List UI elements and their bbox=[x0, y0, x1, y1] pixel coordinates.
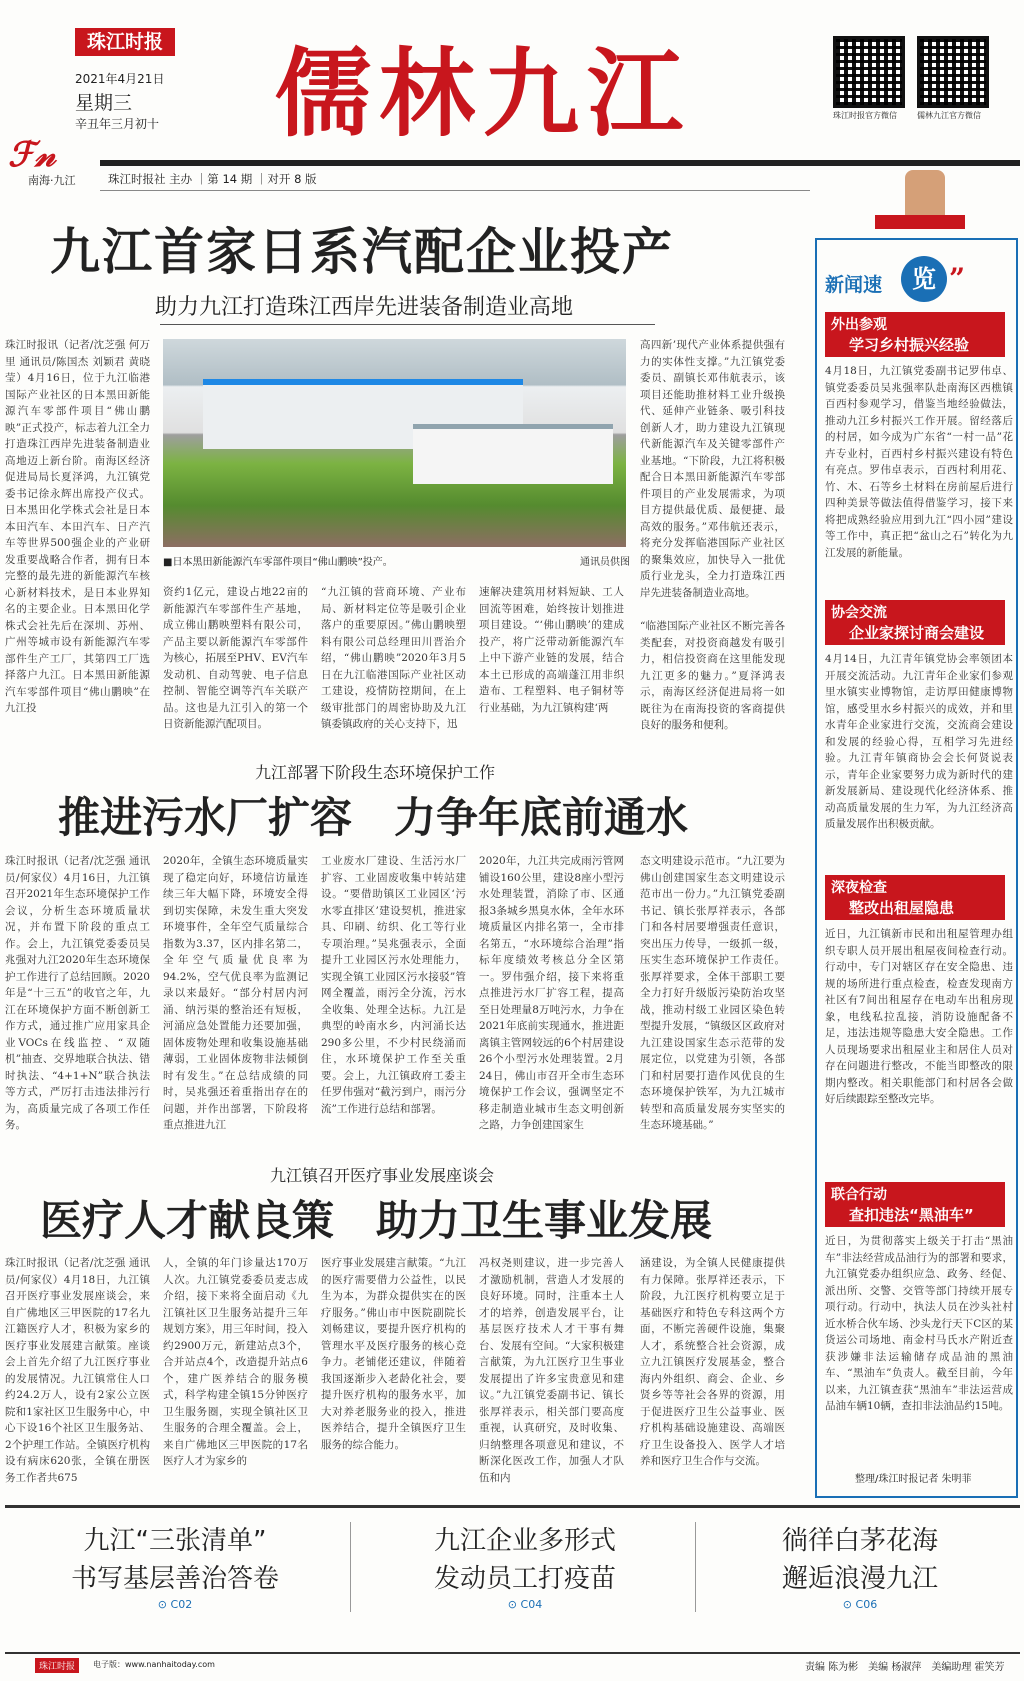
sidebar-item-1-header bbox=[825, 312, 1005, 357]
article1-col2: 资约1亿元，建设占地22亩的新能源汽车零部件生产基地，成立佛山鹏映塑料有限公司，产品主要以新能源汽车零部件为核心，拓展至PHV、EV汽车发动机、自动驾驶、电子信息控制、智能空调等汽车关联产品。这也是九江引入的第一个日资新能源汽配项目。 bbox=[163, 586, 308, 730]
sidebar bbox=[815, 170, 1020, 1495]
footer-logo: 珠江时报 bbox=[35, 1658, 79, 1673]
footer bbox=[5, 1652, 1020, 1674]
article1-col5: 高四新’现代产业体系提供强有力的实体性支撑。”九江镇党委委员、副镇长邓伟航表示，该项目还能助推材料工业升级换代、延伸产业链条、吸引科技创新人才，助力建设九江镇现代新能源汽车及关键零部件产业基地。“下阶段，九江将积极配合日本黑田新能源汽车零部件项目的产业发展需求，为项目方提供最优质、最便捷、最高效的服务。”邓伟航还表示，将充分发挥临港国际产业社区的聚集效应，加快导入一批优质行业龙头，全力打造珠江西岸先进装备制造业高地。 bbox=[640, 339, 785, 599]
sidebar-item-3-text: 近日，九江镇新市民和出租屋管理办组织专职人员开展出租屋夜间检查行动。行动中，专门对辖区存在安全隐患、违规的场所进行重点检查，检查发现南方社区有7间出租屋存在电动车出租房现象，电线私拉乱接，消防设施配备不足，违法违规等隐患大安全隐患。工作人员现场要求出租屋业主和居住人员对存在问题进行整改，不能当即整改的限期内整改。相关职能部门和村居各会做好后续跟踪至整改完毕。 bbox=[825, 928, 1013, 1105]
sidebar-header-prefix: 新闻速 bbox=[825, 274, 883, 296]
sidebar-header bbox=[825, 252, 1015, 312]
teaser-1[interactable] bbox=[10, 1522, 340, 1617]
factory-building-2 bbox=[413, 424, 613, 484]
teaser-2-line2: 发动员工打疫苗 bbox=[433, 1564, 616, 1594]
sidebar-credit: 整理/珠江时报记者 朱明菲 bbox=[855, 1474, 972, 1485]
masthead-rule bbox=[100, 160, 1020, 166]
sidebar-item-1 bbox=[825, 312, 1013, 559]
teaser-2-page-icon: ⊙ bbox=[507, 1598, 521, 1611]
teaser-1-page-icon: ⊙ bbox=[157, 1598, 171, 1611]
article3-col3: 医疗事业发展建言献策。“九江的医疗需要借力公益性，以民生为本，为群众提供实在的医疗服务。”佛山市中医院副院长刘畅建议，要提升医疗机构的管理水平及医疗服务的核心竞争力。老铺佬还建议，伴随着我国逐渐步入老龄化社会，要提升医疗机构的服务水平，加大对养老服务业的投入，推进医养结合，提升全镇医疗卫生服务的综合能力。 bbox=[321, 1257, 466, 1451]
nanhai-jiujiang-logo bbox=[8, 135, 76, 188]
teaser-divider-1 bbox=[350, 1522, 351, 1612]
article1-col1: 珠江时报讯（记者/沈芝强 何万里 通讯员/陈国杰 刘颖君 黄晓莹）4月16日，位于九江临港国际产业社区的日本黑田新能源汽车零部件项目“佛山鹏映”正式投产，标志着九江全力打造珠江西岸先进装备制造业高地迈上新台阶。南海区经济促进局局长夏泽鸿，九江镇党委书记徐永辉出席投产仪式。日本黑田化学株式会社是日本本田汽车、本田汽车、日产汽车等世界500强企业的产业研发重要战略合作者，拥有日本完整的最先进的新能源汽车核心新材料技术，是日本业界知名的主要企业。日本黑田化学株式会社先后在深圳、苏州、广州等城市设有新能源汽车零部件生产工厂，其第四工厂选择落户九江。日本黑田新能源汽车零部件项目“佛山鹏映”在九江投 bbox=[5, 339, 150, 714]
article3-kicker: 九江镇召开医疗事业发展座谈会 bbox=[270, 1166, 495, 1185]
article1-col6: “临港国际产业社区不断完善各类配套，对投资商越发有吸引力，相信投资商在这里能发现九江更多的魅力。”夏泽鸿表示，南海区经济促进局将一如既往为在南海投资的客商提供良好的服务和便利。 bbox=[640, 620, 785, 731]
article2-col1: 珠江时报讯（记者/沈芝强 通讯员/何家仪）4月16日，九江镇召开2021年生态环境保护工作会议，分析生态环境质量状况，并布置下阶段的重点工作。会上，九江镇党委委员吴兆强对九江2020年生态环境保护工作进行了总结回顾。2020年是“十三五”的收官之年，九江在环境保护方面不断创新工作方式，通过推广应用家具企业VOCs在线监控、“双随机”抽查、交界地联合执法、错时执法、“4+1+N”联合执法等方式，严厉打击违法排污行为，高质量完成了各项工作任务。 bbox=[5, 855, 150, 1131]
teaser-1-line2: 书写基层善治答卷 bbox=[70, 1564, 279, 1594]
teaser-2[interactable] bbox=[360, 1522, 690, 1617]
sidebar-item-1-text: 4月18日，九江镇党委副书记罗伟卓、镇党委委员吴兆强率队赴南海区西樵镇百西村参观学习，借鉴当地经验做法，推动九江乡村振兴工作开展。留经落后的村居，如今成为广东省“一村一品”花卉专业村，百西村乡村振兴建设有特色有亮点。罗伟卓表示，百西村利用花、竹、木、石等乡土材料在房前屋后进行四种美景等做法值得借鉴学习，接下来将把成熟经验应用到九江“四小园”建设等工作中，真正把“盆山之石”转化为九江发展的新能量。 bbox=[825, 365, 1013, 559]
logo-flourish-icon: ℱ𝓃 bbox=[8, 135, 56, 175]
article2-col4: 2020年，九江共完成雨污管网铺设160公里，建设8座小型污水处理装置，消除了市、区通报3条城乡黑臭水体，全年水环境质量区内排名第一，全市排名第五，“水环境综合治理”指标年度绩效考核总分全区第一。罗伟强介绍，接下来将重点推进污水厂扩容工程，提高至日处理量8万吨污水，力争在2021年底前实现通水，推进距离镇主管网较远的6个村居建设26个小型污水处理装置。2月24日，佛山市召开全市生态环境保护工作会议，强调坚定不移走制造业城市生态文明创新之路，力争创建国家生 bbox=[479, 855, 624, 1131]
article1-col4: 速解决建筑用材料短缺、工人回流等困难，始终按计划推进项目建设。“‘佛山鹏映’的建成投产，将广泛带动新能源汽车上中下游产业链的发展，结合本土已形成的高端蓬江用非织造布、工程塑料、电子铜材等行业基础，为九江镇构建‘两 bbox=[479, 586, 624, 714]
teaser-3-page[interactable]: ⊙ C06 bbox=[842, 1598, 878, 1611]
teaser-3[interactable] bbox=[705, 1522, 1015, 1617]
publisher-info: 珠江时报社 主办 ｜第 14 期 ｜对开 8 版 bbox=[108, 172, 317, 186]
teaser-3-line1: 徜徉白茅花海 bbox=[781, 1526, 938, 1556]
article2-col3: 工业废水厂建设、生活污水厂扩容、工业固废收集中转站建设。“要借助镇区工业园区‘污水零直排区’建设契机，推进家具、印刷、纺织、化工等行业专项治理。”吴兆强表示，全面提升工业园区污水处理能力，实现全镇工业园区污水接驳”管网全覆盖，雨污全分流，污水全收集、处理全达标。九江是典型的岭南水乡，内河涌长达290多公里，不少村民绕涌而住，水环境保护工作至关重要。会上，九江镇政府工委主任罗伟强对“截污到户，雨污分流”工作进行总结和部署。 bbox=[321, 855, 466, 1115]
sidebar-item-3 bbox=[825, 875, 1013, 1131]
sidebar-item-3-title: 整改出租屋隐患 bbox=[849, 899, 955, 917]
teaser-3-line2: 邂逅浪漫九江 bbox=[781, 1564, 938, 1594]
teaser-1-page[interactable]: ⊙ C02 bbox=[157, 1598, 193, 1611]
sidebar-header-char: 览 bbox=[901, 256, 947, 302]
article1-col3: “九江镇的营商环境、产业布局、新材料定位等是吸引企业落户的重要原因。”佛山鹏映塑料有限公司总经理田川晋治介绍，“佛山鹏映”2020年3月5日在九江临港国际产业社区动工建设，疫情防控期间，在上级审批部门的周密协助及九江镇委镇政府的关心支持下，迅 bbox=[321, 586, 466, 730]
article1-photo-credit: 通讯员供图 bbox=[580, 557, 630, 568]
sidebar-item-3-tag: 深夜检查 bbox=[831, 880, 887, 896]
qr-code-1[interactable] bbox=[833, 36, 923, 121]
footer-site[interactable]: 电子版：www.nanhaitoday.com bbox=[93, 1660, 215, 1669]
sidebar-item-2-header bbox=[825, 600, 1005, 645]
issue-weekday: 星期三 bbox=[75, 92, 133, 114]
article2-headline: 推进污水厂扩容 力争年底前通水 bbox=[58, 793, 689, 842]
sidebar-item-4-title: 查扣违法“黑油车” bbox=[849, 1206, 974, 1224]
teaser-2-page[interactable]: ⊙ C04 bbox=[507, 1598, 543, 1611]
issue-lunar-date: 辛丑年三月初十 bbox=[75, 117, 160, 131]
issue-date: 2021年4月21日 bbox=[75, 72, 165, 86]
masthead bbox=[0, 0, 1024, 187]
bottom-top-rule bbox=[5, 1505, 1020, 1508]
paper-logo: 珠江时报 bbox=[75, 28, 175, 56]
sidebar-item-2-text: 4月14日，九江青年镇党协会率领团本开展交流活动。九江青年企业家们参观里水镇实业博物馆，走访厚田健康博物馆，感受里水乡村振兴的成效，并和里水青年企业家进行交流，交流商会建设和发展的经验心得，互相学习先进经验。九江青年镇商协会会长何贤说表示，青年企业家要努力成为新时代的建新发展新局、建设现代化经济体系、推动高质量发展的生力军，为九江经济高质量发展作出积极贡献。 bbox=[825, 653, 1013, 830]
article1-photo[interactable] bbox=[163, 339, 626, 547]
footer-editors: 责编 陈为彬 美编 杨淑萍 美编助理 霍笑芳 bbox=[805, 1662, 1005, 1673]
masthead-title: 儒林九江 bbox=[275, 37, 691, 150]
article3-col1: 珠江时报讯（记者/沈芝强 通讯员/何家仪）4月18日，九江镇召开医疗事业发展座谈会，来自广佛地区三甲医院的17名九江籍医疗人才，积极为家乡的医疗事业发展建言献策。座谈会上首先介绍了九江医疗事业的发展情况。九江镇常住人口约24.2万人，设有2家公立医院和1家社区卫生服务中心，中心下设16个社区卫生服务站、2个护理工作站。全镇医疗机构设有病床620张，全镇在册医务工作者共675 bbox=[5, 1257, 150, 1484]
sidebar-item-3-header bbox=[825, 875, 1005, 920]
article1-subhead-rule bbox=[160, 324, 655, 325]
sidebar-item-2-tag: 协会交流 bbox=[831, 605, 887, 621]
article3-headline: 医疗人才献良策 助力卫生事业发展 bbox=[40, 1196, 713, 1245]
sidebar-item-1-title: 学习乡村振兴经验 bbox=[849, 336, 970, 354]
article1-subhead: 助力九江打造珠江西岸先进装备制造业高地 bbox=[155, 295, 574, 320]
article1-headline: 九江首家日系汽配企业投产 bbox=[50, 222, 674, 281]
teaser-divider-2 bbox=[695, 1522, 696, 1612]
sidebar-item-1-tag: 外出参观 bbox=[831, 317, 887, 333]
masthead-thin-rule bbox=[100, 190, 810, 191]
article3-col4: 冯权尧则建议，进一步完善人才激励机制，营造人才发展的良好环境。同时，注重本土人才的培养，创造发展平台，让基层医疗技术人才干事有舞台、发展有空间。“大家积极建言献策，为九江医疗卫生事业发展提出了许多宝贵意见和建议。”九江镇党委副书记、镇长张厚祥表示，相关部门要高度重视，认真研究，及时收集、归纳整理各项意见和建议，不断深化医改工作，加强人才队伍和内 bbox=[479, 1257, 624, 1484]
article3-col5: 涵建设，为全镇人民健康提供有力保障。张厚祥还表示，下阶段，九江医疗机构要立足于基础医疗和特色专科这两个方面，不断完善硬件设施，集聚人才，系统整合社会资源，成立九江镇医疗发展基金，整合海内外组织、商会、企业、乡贤乡等等社会各界的资源，用于促进医疗卫生公益事业、医疗机构基础设施建设、高端医疗卫生设备投入、医学人才培养和医疗卫生合作与交流。 bbox=[640, 1257, 785, 1467]
qr-code-2-label: 儒林九江官方微信 bbox=[917, 111, 981, 120]
logo-text: 南海·九江 bbox=[28, 174, 76, 187]
qr-code-1-label: 珠江时报官方微信 bbox=[833, 111, 897, 120]
article3-col2: 人，全镇的年门诊量达170万人次。九江镇党委委员麦志成介绍，接下来将全面启动《九江镇社区卫生服务站提升三年规划方案》，用三年时间，投入约2900万元，新建站点3个，合并站点4个，改造提升站点6个，建广医养结合的服务模式，科学构建全镇15分钟医疗卫生服务圈，实现全镇社区卫生服务的合理全覆盖。会上，来自广佛地区三甲医院的17名医疗人才为家乡的 bbox=[163, 1257, 308, 1467]
qr-code-2[interactable] bbox=[917, 36, 1007, 121]
sidebar-item-4-text: 近日，为贯彻落实上级关于打击“黑油车”非法经营成品油行为的部署和要求，九江镇党委办组织应急、政务、经促、派出所、交警、交管等部门持续开展专项行动。行动中，执法人员在沙头社村近水桥合伙车场、沙头龙行天下C区的某货运公司场地、南金村马氏水产附近查获涉嫌非法运输储存成品油的黑油车、“黑油车”负责人。截至目前，今年以来，九江镇查获“黑油车”非法运营成品油车辆10辆，查扣非法油品约15吨。 bbox=[825, 1235, 1013, 1412]
teaser-2-line1: 九江企业多形式 bbox=[433, 1526, 616, 1556]
teaser-1-line1: 九江“三张清单” bbox=[83, 1526, 267, 1556]
article2-kicker: 九江部署下阶段生态环境保护工作 bbox=[255, 763, 496, 782]
sidebar-item-4 bbox=[825, 1182, 1013, 1463]
sidebar-quote-icon: ” bbox=[949, 262, 966, 295]
article1-photo-caption: ■日本黑田新能源汽车零部件项目“佛山鹏映”投产。 bbox=[163, 557, 393, 568]
article2-col2: 2020年，全镇生态环境质量实现了稳定向好，环境信访量连续三年大幅下降，环境安全得到切实保障，未发生重大突发环境事件，全年空气质量综合指数为3.37，区内排名第二，全年空气质量优良率为94.2%，空气优良率为监测记录以来最好。“部分村居内河涌、纳污渠的整治还有短板，河涌应急处置能力还要加强，固体废物处理和收集设施基础薄弱，工业固体废物非法倾倒时有发生。”在总结成绩的同时，吴兆强还着重指出存在的问题，并作出部署，下阶段将重点推进九江 bbox=[163, 855, 308, 1131]
sidebar-item-2-title: 企业家探讨商会建设 bbox=[849, 624, 985, 642]
teaser-3-page-icon: ⊙ bbox=[842, 1598, 856, 1611]
article2-col5: 态文明建设示范市。“九江要为佛山创建国家生态文明建设示范市出一份力。”九江镇党委副书记、镇长张厚祥表示，各部门和各村居要增强责任意识，突出压力传导，一级抓一级，压实生态环境保护工作责任。张厚祥要求，全体干部职工要全力打好升级版污染防治攻坚战，推动村级工业园区染色转型提升发展，“镇级区区政府对九江建设国家生态示范带的发展定位，以党建为引领，各部门和村居要打造作风优良的生态环境保护铁军，为九江城市转型和高质量发展夯实坚实的生态环境基础。” bbox=[640, 855, 785, 1131]
sidebar-item-4-header bbox=[825, 1182, 1005, 1227]
sidebar-item-4-tag: 联合行动 bbox=[831, 1187, 887, 1203]
sidebar-item-2 bbox=[825, 600, 1013, 839]
